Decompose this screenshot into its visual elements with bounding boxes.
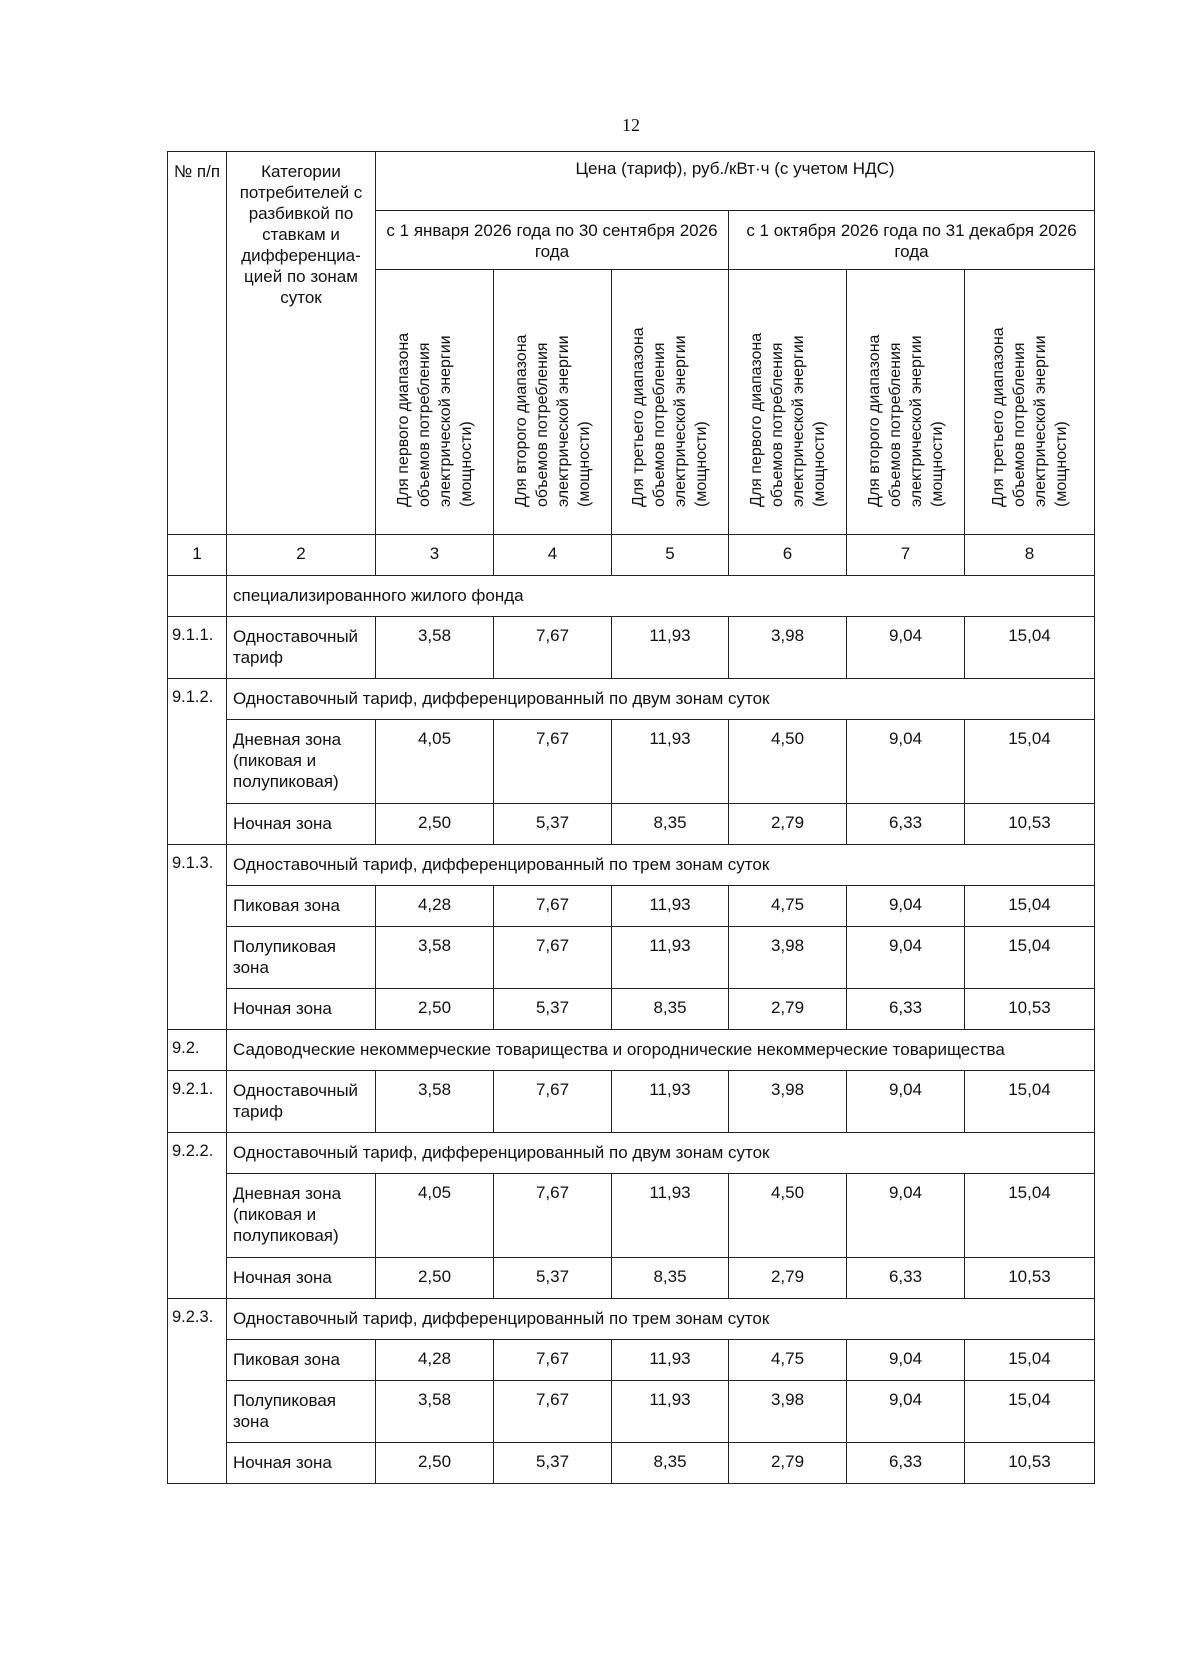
tariff-value: 11,93	[612, 1340, 729, 1381]
row-code: 9.2.	[168, 1030, 227, 1071]
tariff-value: 2,50	[376, 804, 494, 845]
tariff-value: 7,67	[494, 1340, 612, 1381]
header-range-label: Для второго диапазона объемов потребления электрической энергии (мощности)	[512, 334, 593, 507]
tariff-value: 9,04	[847, 927, 965, 989]
tariff-value: 7,67	[494, 617, 612, 679]
row-category: Дневная зона (пиковая и полупиковая)	[227, 720, 376, 804]
column-number: 1	[168, 535, 227, 576]
tariff-value: 8,35	[612, 804, 729, 845]
row-category: Одноставочный тариф	[227, 1071, 376, 1133]
row-code	[168, 576, 227, 617]
tariff-value: 2,79	[729, 1258, 847, 1299]
row-category: Дневная зона (пиковая и полупиковая)	[227, 1174, 376, 1258]
header-range-cell	[612, 270, 729, 535]
tariff-value: 5,37	[494, 989, 612, 1030]
tariff-value: 7,67	[494, 1071, 612, 1133]
tariff-value: 11,93	[612, 720, 729, 804]
tariff-value: 7,67	[494, 720, 612, 804]
tariff-value: 5,37	[494, 1258, 612, 1299]
tariff-value: 10,53	[965, 1258, 1095, 1299]
tariff-value: 5,37	[494, 804, 612, 845]
header-range-label: Для третьего диапазона объемов потребления электрической энергии (мощности)	[989, 327, 1070, 507]
page-number: 12	[622, 115, 640, 135]
tariff-value: 8,35	[612, 1258, 729, 1299]
header-range-cell	[965, 270, 1095, 535]
tariff-value: 9,04	[847, 1340, 965, 1381]
tariff-value: 10,53	[965, 989, 1095, 1030]
tariff-value: 9,04	[847, 886, 965, 927]
header-range-label: Для второго диапазона объемов потребления электрической энергии (мощности)	[865, 334, 946, 507]
tariff-value: 15,04	[965, 927, 1095, 989]
tariff-value: 3,98	[729, 1071, 847, 1133]
tariff-value: 2,79	[729, 804, 847, 845]
tariff-value: 4,28	[376, 886, 494, 927]
tariff-value: 15,04	[965, 617, 1095, 679]
column-number: 6	[729, 535, 847, 576]
tariff-value: 11,93	[612, 1071, 729, 1133]
section-title: Одноставочный тариф, дифференцированный по трем зонам суток	[227, 1299, 1095, 1340]
tariff-value: 9,04	[847, 1071, 965, 1133]
tariff-value: 15,04	[965, 1174, 1095, 1258]
tariff-value: 4,28	[376, 1340, 494, 1381]
tariff-value: 3,98	[729, 927, 847, 989]
header-price: Цена (тариф), руб./кВт·ч (с учетом НДС)	[376, 152, 1095, 211]
tariff-value: 9,04	[847, 720, 965, 804]
column-number: 4	[494, 535, 612, 576]
tariff-value: 15,04	[965, 1381, 1095, 1443]
tariff-value: 2,79	[729, 989, 847, 1030]
header-range-cell	[376, 270, 494, 535]
row-code: 9.2.1.	[168, 1071, 227, 1133]
section-title: Одноставочный тариф, дифференцированный по двум зонам суток	[227, 1133, 1095, 1174]
tariff-value: 10,53	[965, 1443, 1095, 1484]
section-title: Садоводческие некоммерческие товарищества и огороднические некоммерческие товарищества	[227, 1030, 1095, 1071]
tariff-value: 11,93	[612, 927, 729, 989]
tariff-value: 3,98	[729, 617, 847, 679]
row-category: Пиковая зона	[227, 886, 376, 927]
section-title: специализированного жилого фонда	[227, 576, 1095, 617]
tariff-value: 11,93	[612, 1174, 729, 1258]
header-range-cell	[494, 270, 612, 535]
row-code: 9.1.3.	[168, 845, 227, 1030]
tariff-value: 4,05	[376, 720, 494, 804]
tariff-value: 15,04	[965, 720, 1095, 804]
tariff-value: 3,58	[376, 927, 494, 989]
row-category: Ночная зона	[227, 1258, 376, 1299]
tariff-value: 3,98	[729, 1381, 847, 1443]
header-period-1: с 1 января 2026 года по 30 сентября 2026 года	[376, 211, 729, 270]
tariff-value: 7,67	[494, 1174, 612, 1258]
tariff-value: 4,75	[729, 1340, 847, 1381]
tariff-value: 4,50	[729, 1174, 847, 1258]
row-category: Одноставочный тариф	[227, 617, 376, 679]
row-category: Полупиковая зона	[227, 927, 376, 989]
tariff-value: 11,93	[612, 617, 729, 679]
tariff-value: 2,50	[376, 989, 494, 1030]
tariff-value: 11,93	[612, 1381, 729, 1443]
header-range-cell	[729, 270, 847, 535]
tariff-value: 5,37	[494, 1443, 612, 1484]
tariff-value: 8,35	[612, 989, 729, 1030]
section-title: Одноставочный тариф, дифференцированный по трем зонам суток	[227, 845, 1095, 886]
tariff-value: 4,75	[729, 886, 847, 927]
column-number: 7	[847, 535, 965, 576]
tariff-value: 3,58	[376, 1071, 494, 1133]
tariff-value: 2,50	[376, 1258, 494, 1299]
tariff-value: 2,79	[729, 1443, 847, 1484]
tariff-value: 15,04	[965, 1340, 1095, 1381]
tariff-value: 6,33	[847, 804, 965, 845]
row-code: 9.2.3.	[168, 1299, 227, 1484]
tariff-value: 7,67	[494, 927, 612, 989]
tariff-value: 9,04	[847, 617, 965, 679]
tariff-value: 15,04	[965, 886, 1095, 927]
row-category: Ночная зона	[227, 1443, 376, 1484]
header-category: Категории потребителей с разбивкой по ставкам и дифференциа-цией по зонам суток	[227, 152, 376, 535]
header-num: № п/п	[168, 152, 227, 535]
tariff-value: 9,04	[847, 1174, 965, 1258]
row-code: 9.1.2.	[168, 679, 227, 845]
column-number: 5	[612, 535, 729, 576]
header-range-label: Для третьего диапазона объемов потребления электрической энергии (мощности)	[630, 327, 710, 507]
tariff-value: 3,58	[376, 617, 494, 679]
tariff-value: 6,33	[847, 1443, 965, 1484]
row-category: Ночная зона	[227, 804, 376, 845]
row-category: Полупиковая зона	[227, 1381, 376, 1443]
tariff-value: 7,67	[494, 886, 612, 927]
tariff-value: 11,93	[612, 886, 729, 927]
tariff-value: 2,50	[376, 1443, 494, 1484]
tariff-value: 10,53	[965, 804, 1095, 845]
tariff-value: 6,33	[847, 1258, 965, 1299]
tariff-value: 8,35	[612, 1443, 729, 1484]
row-category: Ночная зона	[227, 989, 376, 1030]
tariff-table	[167, 151, 1095, 1484]
column-number: 3	[376, 535, 494, 576]
column-number: 8	[965, 535, 1095, 576]
header-range-cell	[847, 270, 965, 535]
header-range-label: Для первого диапазона объемов потребления электрической энергии (мощности)	[747, 332, 828, 507]
header-range-label: Для первого диапазона объемов потребления электрической энергии (мощности)	[394, 332, 475, 507]
tariff-value: 3,58	[376, 1381, 494, 1443]
row-code: 9.1.1.	[168, 617, 227, 679]
tariff-value: 4,05	[376, 1174, 494, 1258]
row-code: 9.2.2.	[168, 1133, 227, 1299]
section-title: Одноставочный тариф, дифференцированный по двум зонам суток	[227, 679, 1095, 720]
tariff-value: 15,04	[965, 1071, 1095, 1133]
row-category: Пиковая зона	[227, 1340, 376, 1381]
tariff-value: 4,50	[729, 720, 847, 804]
header-period-2: с 1 октября 2026 года по 31 декабря 2026 года	[729, 211, 1095, 270]
tariff-value: 6,33	[847, 989, 965, 1030]
tariff-value: 9,04	[847, 1381, 965, 1443]
column-number: 2	[227, 535, 376, 576]
tariff-value: 7,67	[494, 1381, 612, 1443]
